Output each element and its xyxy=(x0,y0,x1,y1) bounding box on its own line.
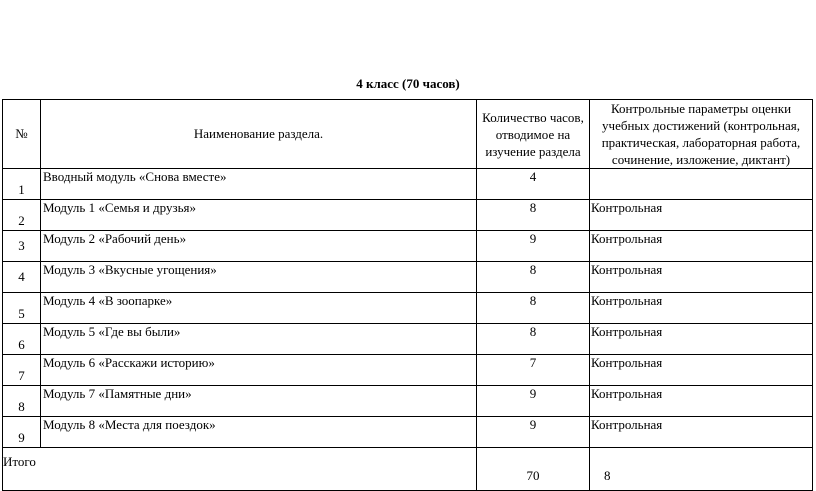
table-row xyxy=(3,262,813,293)
row-number: 8 xyxy=(3,386,41,417)
row-number: 3 xyxy=(3,231,41,262)
table-row xyxy=(3,324,813,355)
row-hours: 8 xyxy=(477,262,590,293)
row-section-name: Модуль 4 «В зоопарке» xyxy=(41,293,477,324)
table-row xyxy=(3,293,813,324)
row-section-name: Модуль 3 «Вкусные угощения» xyxy=(41,262,477,293)
curriculum-table xyxy=(2,99,813,491)
row-control: Контрольная xyxy=(590,417,813,448)
row-section-name: Модуль 2 «Рабочий день» xyxy=(41,231,477,262)
row-number: 4 xyxy=(3,262,41,293)
row-number: 6 xyxy=(3,324,41,355)
row-section-name: Модуль 8 «Места для поездок» xyxy=(41,417,477,448)
table-row xyxy=(3,417,813,448)
total-control: 8 xyxy=(590,448,813,491)
row-control: Контрольная xyxy=(590,355,813,386)
row-hours: 7 xyxy=(477,355,590,386)
row-hours: 8 xyxy=(477,293,590,324)
row-number: 9 xyxy=(3,417,41,448)
row-hours: 9 xyxy=(477,417,590,448)
header-hours: Количество часов, отводимое на изучение раздела xyxy=(477,100,590,169)
row-number: 7 xyxy=(3,355,41,386)
row-section-name: Вводный модуль «Снова вместе» xyxy=(41,169,477,200)
total-label: Итого xyxy=(3,448,477,491)
header-number: № xyxy=(3,100,41,169)
row-hours: 9 xyxy=(477,386,590,417)
row-control: Контрольная xyxy=(590,231,813,262)
row-number: 1 xyxy=(3,169,41,200)
row-section-name: Модуль 7 «Памятные дни» xyxy=(41,386,477,417)
row-hours: 4 xyxy=(477,169,590,200)
row-section-name: Модуль 6 «Расскажи историю» xyxy=(41,355,477,386)
row-section-name: Модуль 5 «Где вы были» xyxy=(41,324,477,355)
row-hours: 8 xyxy=(477,324,590,355)
table-row xyxy=(3,355,813,386)
row-hours: 9 xyxy=(477,231,590,262)
total-hours: 70 xyxy=(477,448,590,491)
row-control xyxy=(590,169,813,200)
row-control: Контрольная xyxy=(590,324,813,355)
row-control: Контрольная xyxy=(590,386,813,417)
table-row xyxy=(3,231,813,262)
table-row xyxy=(3,386,813,417)
row-control: Контрольная xyxy=(590,293,813,324)
total-row xyxy=(3,448,813,491)
table-row xyxy=(3,200,813,231)
table-row xyxy=(3,169,813,200)
document-title: 4 класс (70 часов) xyxy=(356,76,460,91)
table-header-row xyxy=(3,100,813,169)
row-number: 2 xyxy=(3,200,41,231)
row-hours: 8 xyxy=(477,200,590,231)
row-number: 5 xyxy=(3,293,41,324)
row-section-name: Модуль 1 «Семья и друзья» xyxy=(41,200,477,231)
header-section-name: Наименование раздела. xyxy=(41,100,477,169)
row-control: Контрольная xyxy=(590,200,813,231)
row-control: Контрольная xyxy=(590,262,813,293)
header-control: Контрольные параметры оценки учебных достижений (контрольная, практическая, лабораторная работа, сочинение, изложение, диктант) xyxy=(590,100,813,169)
